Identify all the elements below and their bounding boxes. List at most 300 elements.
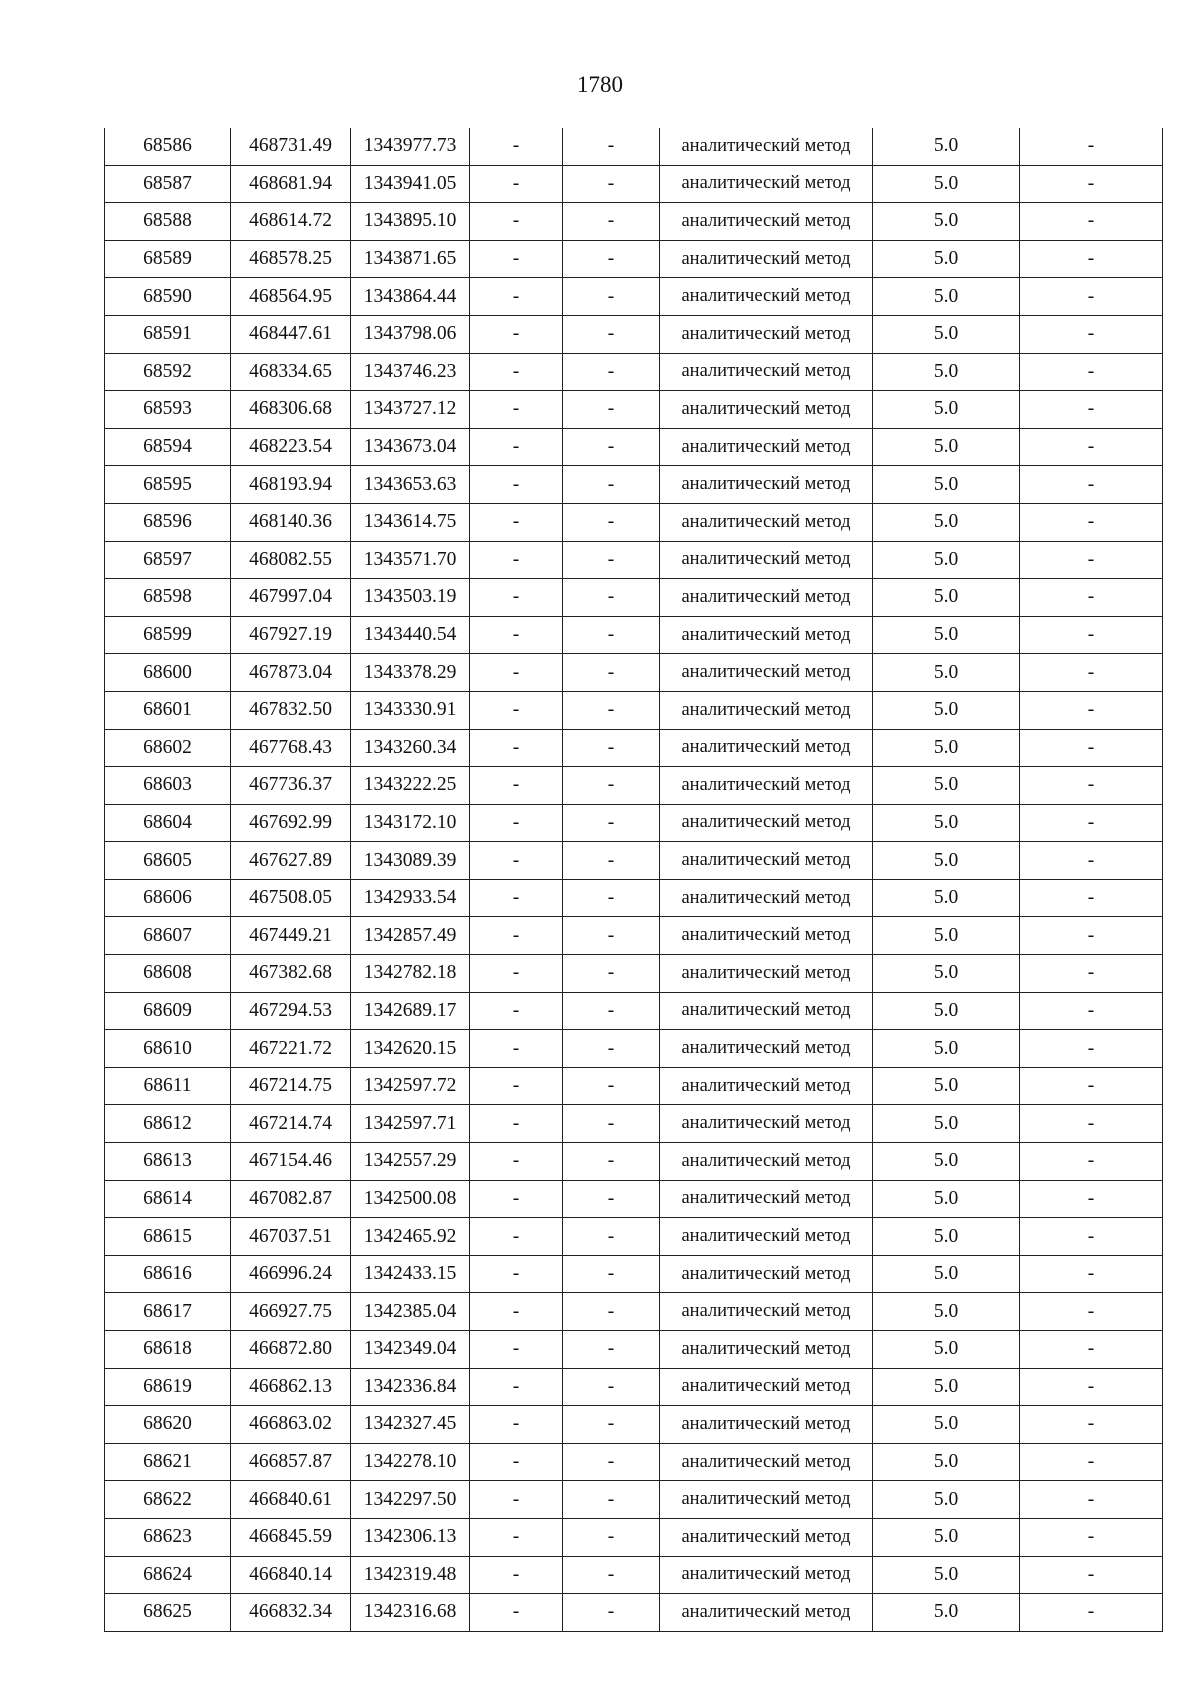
dash-cell: - [563,1594,660,1632]
x-coordinate-cell: 467037.51 [231,1218,351,1256]
method-cell: аналитический метод [660,654,873,692]
dash-cell: - [470,1255,563,1293]
x-coordinate-cell: 467692.99 [231,804,351,842]
precision-cell: 5.0 [873,1518,1020,1556]
method-cell: аналитический метод [660,1105,873,1143]
method-cell: аналитический метод [660,1067,873,1105]
dash-cell: - [1020,128,1163,165]
table-row [105,1368,1163,1406]
dash-cell: - [1020,541,1163,579]
dash-cell: - [563,917,660,955]
dash-cell: - [470,616,563,654]
precision-cell: 5.0 [873,1293,1020,1331]
table-row [105,203,1163,241]
y-coordinate-cell: 1342349.04 [351,1331,470,1369]
dash-cell: - [470,1331,563,1369]
dash-cell: - [563,616,660,654]
dash-cell: - [470,1180,563,1218]
dash-cell: - [1020,353,1163,391]
dash-cell: - [1020,278,1163,316]
point-number-cell: 68608 [105,955,231,993]
dash-cell: - [563,1067,660,1105]
point-number-cell: 68618 [105,1331,231,1369]
x-coordinate-cell: 466862.13 [231,1368,351,1406]
dash-cell: - [470,955,563,993]
dash-cell: - [470,804,563,842]
method-cell: аналитический метод [660,428,873,466]
dash-cell: - [563,1218,660,1256]
point-number-cell: 68613 [105,1143,231,1181]
precision-cell: 5.0 [873,1143,1020,1181]
dash-cell: - [563,842,660,880]
dash-cell: - [1020,391,1163,429]
y-coordinate-cell: 1342433.15 [351,1255,470,1293]
precision-cell: 5.0 [873,1255,1020,1293]
x-coordinate-cell: 467214.75 [231,1067,351,1105]
x-coordinate-cell: 466845.59 [231,1518,351,1556]
dash-cell: - [1020,165,1163,203]
dash-cell: - [1020,1218,1163,1256]
dash-cell: - [470,1368,563,1406]
precision-cell: 5.0 [873,240,1020,278]
point-number-cell: 68602 [105,729,231,767]
method-cell: аналитический метод [660,278,873,316]
x-coordinate-cell: 468731.49 [231,128,351,165]
precision-cell: 5.0 [873,1067,1020,1105]
x-coordinate-cell: 467768.43 [231,729,351,767]
dash-cell: - [470,165,563,203]
table-row [105,353,1163,391]
x-coordinate-cell: 467736.37 [231,767,351,805]
precision-cell: 5.0 [873,729,1020,767]
dash-cell: - [470,654,563,692]
dash-cell: - [563,391,660,429]
precision-cell: 5.0 [873,767,1020,805]
point-number-cell: 68609 [105,992,231,1030]
dash-cell: - [563,541,660,579]
dash-cell: - [563,804,660,842]
dash-cell: - [1020,203,1163,241]
y-coordinate-cell: 1343503.19 [351,579,470,617]
x-coordinate-cell: 467449.21 [231,917,351,955]
dash-cell: - [470,428,563,466]
x-coordinate-cell: 468306.68 [231,391,351,429]
dash-cell: - [563,428,660,466]
precision-cell: 5.0 [873,691,1020,729]
method-cell: аналитический метод [660,955,873,993]
y-coordinate-cell: 1342297.50 [351,1481,470,1519]
precision-cell: 5.0 [873,1481,1020,1519]
method-cell: аналитический метод [660,879,873,917]
dash-cell: - [563,691,660,729]
dash-cell: - [563,1406,660,1444]
table-row [105,1218,1163,1256]
table-row [105,767,1163,805]
dash-cell: - [563,353,660,391]
method-cell: аналитический метод [660,503,873,541]
dash-cell: - [563,240,660,278]
point-number-cell: 68616 [105,1255,231,1293]
y-coordinate-cell: 1343172.10 [351,804,470,842]
method-cell: аналитический метод [660,165,873,203]
dash-cell: - [470,1594,563,1632]
dash-cell: - [470,879,563,917]
point-number-cell: 68622 [105,1481,231,1519]
y-coordinate-cell: 1342557.29 [351,1143,470,1181]
dash-cell: - [563,1293,660,1331]
dash-cell: - [1020,616,1163,654]
y-coordinate-cell: 1343614.75 [351,503,470,541]
point-number-cell: 68611 [105,1067,231,1105]
dash-cell: - [563,203,660,241]
dash-cell: - [1020,1143,1163,1181]
table-row [105,879,1163,917]
y-coordinate-cell: 1342306.13 [351,1518,470,1556]
table-row [105,691,1163,729]
dash-cell: - [470,1293,563,1331]
y-coordinate-cell: 1343571.70 [351,541,470,579]
x-coordinate-cell: 466872.80 [231,1331,351,1369]
method-cell: аналитический метод [660,691,873,729]
point-number-cell: 68606 [105,879,231,917]
dash-cell: - [563,955,660,993]
dash-cell: - [470,1406,563,1444]
precision-cell: 5.0 [873,1406,1020,1444]
method-cell: аналитический метод [660,1481,873,1519]
dash-cell: - [1020,1443,1163,1481]
point-number-cell: 68607 [105,917,231,955]
dash-cell: - [563,1255,660,1293]
precision-cell: 5.0 [873,654,1020,692]
dash-cell: - [1020,691,1163,729]
y-coordinate-cell: 1343727.12 [351,391,470,429]
table-row [105,466,1163,504]
y-coordinate-cell: 1342316.68 [351,1594,470,1632]
dash-cell: - [563,1481,660,1519]
dash-cell: - [470,503,563,541]
precision-cell: 5.0 [873,203,1020,241]
method-cell: аналитический метод [660,1030,873,1068]
dash-cell: - [563,1105,660,1143]
method-cell: аналитический метод [660,1518,873,1556]
table-row [105,1255,1163,1293]
table-row [105,729,1163,767]
dash-cell: - [1020,315,1163,353]
table-row [105,804,1163,842]
dash-cell: - [470,1443,563,1481]
point-number-cell: 68614 [105,1180,231,1218]
dash-cell: - [1020,1368,1163,1406]
precision-cell: 5.0 [873,315,1020,353]
method-cell: аналитический метод [660,203,873,241]
method-cell: аналитический метод [660,842,873,880]
precision-cell: 5.0 [873,503,1020,541]
method-cell: аналитический метод [660,541,873,579]
method-cell: аналитический метод [660,616,873,654]
x-coordinate-cell: 467627.89 [231,842,351,880]
dash-cell: - [470,1067,563,1105]
x-coordinate-cell: 467382.68 [231,955,351,993]
precision-cell: 5.0 [873,1218,1020,1256]
y-coordinate-cell: 1342278.10 [351,1443,470,1481]
table-row [105,1293,1163,1331]
x-coordinate-cell: 467927.19 [231,616,351,654]
x-coordinate-cell: 467214.74 [231,1105,351,1143]
dash-cell: - [1020,804,1163,842]
method-cell: аналитический метод [660,1293,873,1331]
point-number-cell: 68588 [105,203,231,241]
point-number-cell: 68612 [105,1105,231,1143]
y-coordinate-cell: 1343378.29 [351,654,470,692]
point-number-cell: 68621 [105,1443,231,1481]
y-coordinate-cell: 1343440.54 [351,616,470,654]
x-coordinate-cell: 466840.14 [231,1556,351,1594]
y-coordinate-cell: 1343260.34 [351,729,470,767]
point-number-cell: 68596 [105,503,231,541]
dash-cell: - [563,503,660,541]
dash-cell: - [563,1030,660,1068]
point-number-cell: 68595 [105,466,231,504]
table-row [105,654,1163,692]
point-number-cell: 68589 [105,240,231,278]
precision-cell: 5.0 [873,842,1020,880]
table-body [105,128,1163,1631]
dash-cell: - [1020,654,1163,692]
dash-cell: - [1020,1067,1163,1105]
x-coordinate-cell: 466840.61 [231,1481,351,1519]
precision-cell: 5.0 [873,1368,1020,1406]
dash-cell: - [563,1180,660,1218]
dash-cell: - [470,466,563,504]
method-cell: аналитический метод [660,579,873,617]
method-cell: аналитический метод [660,1556,873,1594]
precision-cell: 5.0 [873,879,1020,917]
y-coordinate-cell: 1342500.08 [351,1180,470,1218]
y-coordinate-cell: 1342620.15 [351,1030,470,1068]
table-row [105,1180,1163,1218]
y-coordinate-cell: 1343089.39 [351,842,470,880]
y-coordinate-cell: 1342319.48 [351,1556,470,1594]
point-number-cell: 68623 [105,1518,231,1556]
method-cell: аналитический метод [660,128,873,165]
dash-cell: - [563,1518,660,1556]
point-number-cell: 68615 [105,1218,231,1256]
dash-cell: - [470,240,563,278]
point-number-cell: 68603 [105,767,231,805]
point-number-cell: 68610 [105,1030,231,1068]
dash-cell: - [1020,466,1163,504]
y-coordinate-cell: 1342689.17 [351,992,470,1030]
point-number-cell: 68605 [105,842,231,880]
x-coordinate-cell: 468193.94 [231,466,351,504]
dash-cell: - [1020,579,1163,617]
precision-cell: 5.0 [873,804,1020,842]
dash-cell: - [470,541,563,579]
method-cell: аналитический метод [660,729,873,767]
precision-cell: 5.0 [873,466,1020,504]
precision-cell: 5.0 [873,428,1020,466]
x-coordinate-cell: 468614.72 [231,203,351,241]
precision-cell: 5.0 [873,955,1020,993]
y-coordinate-cell: 1342385.04 [351,1293,470,1331]
point-number-cell: 68625 [105,1594,231,1632]
dash-cell: - [470,1218,563,1256]
method-cell: аналитический метод [660,1443,873,1481]
table-row [105,391,1163,429]
dash-cell: - [563,767,660,805]
y-coordinate-cell: 1343673.04 [351,428,470,466]
precision-cell: 5.0 [873,165,1020,203]
dash-cell: - [470,1556,563,1594]
x-coordinate-cell: 467221.72 [231,1030,351,1068]
dash-cell: - [470,767,563,805]
x-coordinate-cell: 468140.36 [231,503,351,541]
point-number-cell: 68593 [105,391,231,429]
method-cell: аналитический метод [660,1594,873,1632]
method-cell: аналитический метод [660,992,873,1030]
dash-cell: - [1020,955,1163,993]
dash-cell: - [1020,428,1163,466]
dash-cell: - [470,315,563,353]
table-row [105,1143,1163,1181]
method-cell: аналитический метод [660,240,873,278]
dash-cell: - [563,278,660,316]
point-number-cell: 68592 [105,353,231,391]
method-cell: аналитический метод [660,917,873,955]
precision-cell: 5.0 [873,1105,1020,1143]
y-coordinate-cell: 1343798.06 [351,315,470,353]
point-number-cell: 68597 [105,541,231,579]
dash-cell: - [470,1030,563,1068]
dash-cell: - [563,654,660,692]
table-row [105,1594,1163,1632]
dash-cell: - [1020,1105,1163,1143]
table-row [105,616,1163,654]
dash-cell: - [470,128,563,165]
y-coordinate-cell: 1342597.71 [351,1105,470,1143]
dash-cell: - [470,691,563,729]
y-coordinate-cell: 1343895.10 [351,203,470,241]
x-coordinate-cell: 468223.54 [231,428,351,466]
x-coordinate-cell: 468334.65 [231,353,351,391]
table-row [105,1067,1163,1105]
dash-cell: - [563,1143,660,1181]
x-coordinate-cell: 468447.61 [231,315,351,353]
method-cell: аналитический метод [660,315,873,353]
dash-cell: - [1020,879,1163,917]
table-row [105,955,1163,993]
dash-cell: - [563,128,660,165]
dash-cell: - [1020,842,1163,880]
table-row [105,428,1163,466]
precision-cell: 5.0 [873,917,1020,955]
dash-cell: - [1020,1556,1163,1594]
precision-cell: 5.0 [873,1556,1020,1594]
dash-cell: - [1020,729,1163,767]
dash-cell: - [1020,992,1163,1030]
dash-cell: - [470,1143,563,1181]
precision-cell: 5.0 [873,616,1020,654]
dash-cell: - [563,879,660,917]
point-number-cell: 68601 [105,691,231,729]
method-cell: аналитический метод [660,1406,873,1444]
y-coordinate-cell: 1342327.45 [351,1406,470,1444]
precision-cell: 5.0 [873,1331,1020,1369]
precision-cell: 5.0 [873,1030,1020,1068]
table-row [105,165,1163,203]
x-coordinate-cell: 468681.94 [231,165,351,203]
table-row [105,1443,1163,1481]
x-coordinate-cell: 466857.87 [231,1443,351,1481]
y-coordinate-cell: 1343977.73 [351,128,470,165]
precision-cell: 5.0 [873,1443,1020,1481]
dash-cell: - [470,842,563,880]
y-coordinate-cell: 1342465.92 [351,1218,470,1256]
table-row [105,240,1163,278]
method-cell: аналитический метод [660,1368,873,1406]
table-row [105,1518,1163,1556]
dash-cell: - [470,1518,563,1556]
x-coordinate-cell: 467997.04 [231,579,351,617]
point-number-cell: 68587 [105,165,231,203]
table-row [105,992,1163,1030]
dash-cell: - [1020,1030,1163,1068]
table-row [105,1331,1163,1369]
y-coordinate-cell: 1342933.54 [351,879,470,917]
dash-cell: - [1020,917,1163,955]
x-coordinate-cell: 468578.25 [231,240,351,278]
dash-cell: - [470,203,563,241]
point-number-cell: 68617 [105,1293,231,1331]
precision-cell: 5.0 [873,1180,1020,1218]
dash-cell: - [563,165,660,203]
dash-cell: - [563,466,660,504]
method-cell: аналитический метод [660,1255,873,1293]
x-coordinate-cell: 466863.02 [231,1406,351,1444]
method-cell: аналитический метод [660,391,873,429]
y-coordinate-cell: 1342857.49 [351,917,470,955]
y-coordinate-cell: 1342597.72 [351,1067,470,1105]
dash-cell: - [470,917,563,955]
point-number-cell: 68599 [105,616,231,654]
precision-cell: 5.0 [873,1594,1020,1632]
dash-cell: - [1020,767,1163,805]
dash-cell: - [1020,1331,1163,1369]
x-coordinate-cell: 467294.53 [231,992,351,1030]
table-row [105,541,1163,579]
y-coordinate-cell: 1343653.63 [351,466,470,504]
y-coordinate-cell: 1343746.23 [351,353,470,391]
precision-cell: 5.0 [873,992,1020,1030]
y-coordinate-cell: 1343222.25 [351,767,470,805]
dash-cell: - [470,729,563,767]
point-number-cell: 68586 [105,128,231,165]
dash-cell: - [470,1481,563,1519]
dash-cell: - [1020,1406,1163,1444]
x-coordinate-cell: 466996.24 [231,1255,351,1293]
method-cell: аналитический метод [660,1331,873,1369]
method-cell: аналитический метод [660,767,873,805]
table-row [105,315,1163,353]
dash-cell: - [563,315,660,353]
table-row [105,128,1163,165]
point-number-cell: 68600 [105,654,231,692]
precision-cell: 5.0 [873,541,1020,579]
dash-cell: - [470,391,563,429]
y-coordinate-cell: 1343871.65 [351,240,470,278]
page-number: 1780 [577,72,623,97]
method-cell: аналитический метод [660,353,873,391]
